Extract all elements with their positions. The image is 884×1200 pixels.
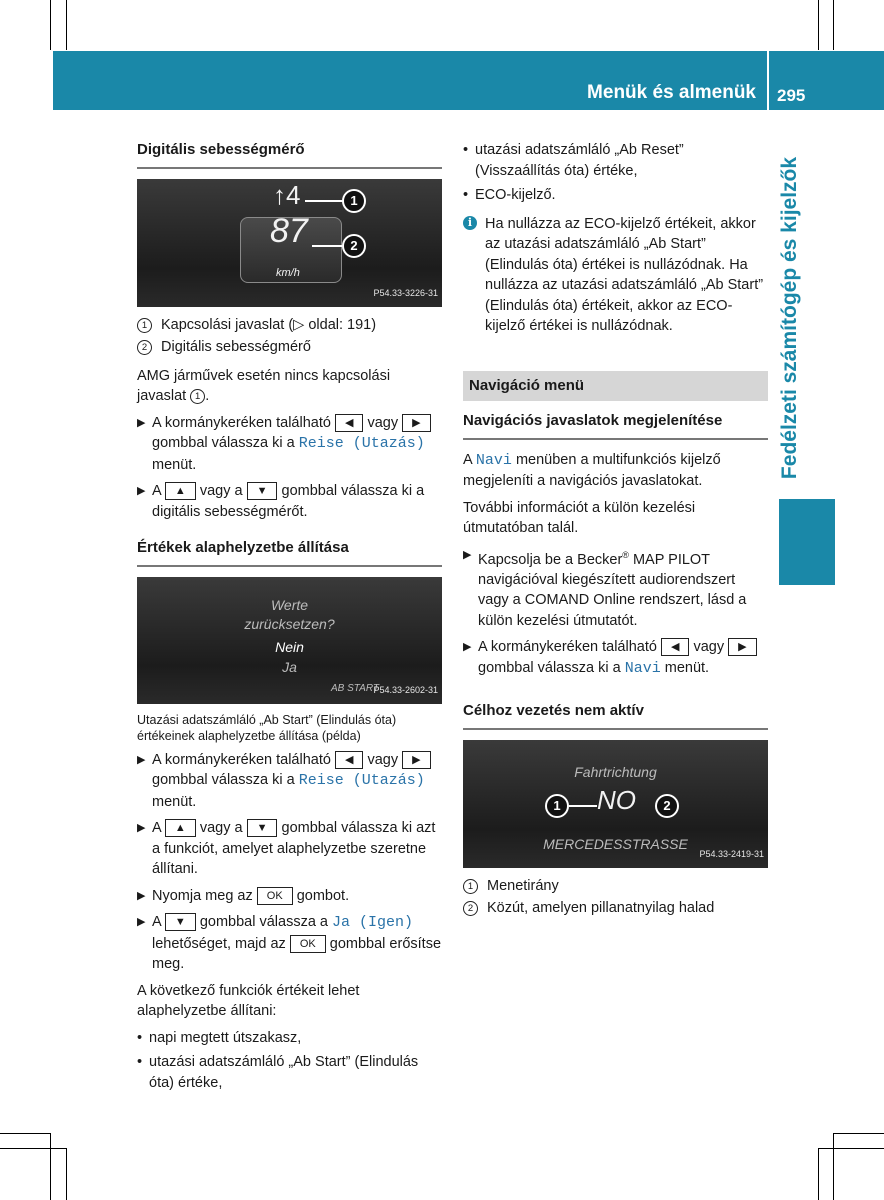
step-text: gombbal válassza ki a digitális sebességmérőt. (152, 483, 425, 520)
page-number: 295 (777, 86, 806, 105)
speed-value: 87 (270, 211, 308, 250)
legend-item (137, 315, 442, 336)
side-tab-marker (779, 499, 835, 585)
display-footer: AB START (331, 682, 379, 694)
list-item-text: utazási adatszámláló „Ab Reset” (Visszaállítás óta) értéke, (475, 142, 684, 179)
crop-mark (0, 1148, 66, 1149)
step-arrow-icon: ▶ (463, 641, 472, 654)
display-text: zurücksetzen? (244, 615, 335, 632)
step-text: gombot. (296, 887, 350, 904)
step-text: gombbal erősítse meg. (152, 935, 442, 972)
callout-line (312, 245, 342, 247)
callout-number: 1 (190, 389, 205, 404)
section-heading: Értékek alaphelyzetbe állítása (137, 538, 442, 567)
step-arrow-icon: ▶ (137, 889, 146, 902)
list-item (463, 140, 768, 181)
direction-figure (463, 740, 768, 868)
figure-code: P54.33-2602-31 (373, 685, 438, 695)
callout-line (305, 200, 343, 202)
step-arrow-icon: ▶ (137, 916, 146, 928)
step-text: vagy a (199, 820, 243, 836)
ok-key: OK (257, 887, 293, 905)
legend-item (137, 337, 442, 358)
left-column (137, 140, 442, 1097)
callout-2: 2 (655, 794, 679, 818)
instruction-step (137, 912, 442, 975)
instruction-step (137, 886, 442, 907)
step-text: vagy (367, 414, 399, 431)
callout-number: 1 (463, 879, 478, 894)
legend-text: Digitális sebességmérő (161, 339, 311, 355)
bullet-icon: • (463, 187, 469, 203)
step-text: A (152, 483, 161, 499)
crop-mark (0, 1133, 50, 1134)
speedometer-figure (137, 179, 442, 307)
callout-number: 1 (137, 318, 152, 333)
menu-name: Reise (Utazás) (298, 435, 425, 452)
display-text: Fahrtrichtung (574, 763, 657, 780)
legend-item (463, 876, 768, 897)
legend-text: Menetirány (487, 877, 559, 894)
reset-figure (137, 577, 442, 704)
bullet-icon: • (137, 1054, 143, 1070)
step-text: gombbal válassza ki azt a funkciót, amelyet alaphelyzetbe szeretne állítani. (152, 820, 436, 877)
crop-mark (50, 1133, 51, 1200)
display-text: Ja (282, 658, 297, 675)
paragraph-text: AMG járművek esetén nincs kapcsolási javaslat (137, 367, 391, 404)
list-item (137, 1028, 442, 1049)
paragraph-text: A (463, 451, 472, 468)
step-text: menüt. (152, 793, 197, 810)
crop-mark (818, 1148, 884, 1149)
direction-value: NO (597, 784, 636, 815)
step-text: vagy a (199, 483, 243, 499)
paragraph: További információt a külön kezelési útmutatóban talál. (463, 499, 696, 536)
callout-2: 2 (342, 234, 366, 258)
info-note (463, 214, 768, 337)
crop-mark (833, 1133, 834, 1200)
paragraph (463, 450, 768, 492)
instruction-step (137, 481, 442, 522)
menu-name: Navi (475, 451, 512, 469)
section-box-heading: Navigáció menü (463, 371, 768, 402)
crop-mark (833, 0, 834, 50)
legend-item (463, 898, 768, 919)
step-text: lehetőséget, majd az (152, 935, 286, 952)
paragraph: AMG járművek esetén nincs kapcsolási javaslat 1 . (137, 367, 391, 404)
figure-caption: Utazási adatszámláló „Ab Start” (Elindulás óta) értékeinek alaphelyzetbe állítása (példa) (137, 712, 397, 743)
down-key: ▼ (247, 482, 278, 500)
right-column (463, 140, 768, 921)
chapter-title: Menük és almenük (587, 82, 756, 103)
list-item-text: utazási adatszámláló „Ab Start” (Elindulás óta) értéke, (149, 1054, 419, 1091)
step-arrow-icon: ▶ (137, 753, 146, 766)
figure-code: P54.33-2419-31 (699, 849, 764, 860)
ok-key: OK (290, 935, 326, 953)
step-text: gombbal válassza ki a (478, 659, 621, 676)
callout-1: 1 (545, 794, 569, 818)
crop-mark (66, 1148, 67, 1200)
crop-mark (818, 1148, 819, 1200)
speed-unit: km/h (276, 266, 300, 279)
step-text: gombbal válassza ki a (152, 772, 295, 788)
step-text: A kormánykeréken található (478, 639, 657, 656)
instruction-step (463, 545, 768, 632)
callout-number: 2 (137, 340, 152, 355)
figure-code: P54.33-3226-31 (373, 288, 438, 298)
up-key: ▲ (165, 819, 196, 837)
right-key: ▶ (402, 751, 430, 769)
crop-mark (818, 0, 819, 50)
instruction-step (463, 637, 768, 679)
right-key: ▶ (402, 414, 430, 432)
instruction-step (137, 818, 442, 880)
side-tab-label: Fedélzeti számítógép és kijelzők (778, 156, 801, 480)
menu-option: Ja (Igen) (332, 914, 414, 931)
crop-mark (50, 0, 51, 50)
step-text: A (152, 820, 161, 836)
step-text: Kapcsolja be a Becker (478, 551, 623, 568)
crop-mark (833, 1133, 884, 1134)
step-text: A (152, 914, 161, 930)
step-text: Nyomja meg az (152, 887, 253, 904)
step-text: gombbal válassza a (199, 914, 328, 930)
crop-mark (66, 0, 67, 50)
step-text: menüt. (152, 456, 197, 473)
up-key: ▲ (165, 482, 196, 500)
step-arrow-icon: ▶ (137, 822, 146, 834)
list-item (137, 1052, 442, 1093)
left-key: ◀ (335, 414, 363, 432)
legend-text: Kapcsolási javaslat (▷ oldal: 191) (161, 316, 377, 333)
section-heading: Navigációs javaslatok megjelenítése (463, 411, 768, 440)
bullet-icon: • (463, 142, 469, 158)
step-text: MAP PILOT navigációval kiegészített audiorendszert vagy a COMAND Online rendszert, lásd a külön kezelési útmutatót. (478, 551, 747, 629)
callout-number: 2 (463, 901, 478, 916)
step-text: gombbal válassza ki a (152, 435, 295, 451)
section-heading: Célhoz vezetés nem aktív (463, 701, 768, 730)
down-key: ▼ (247, 819, 278, 837)
down-key: ▼ (165, 913, 196, 931)
bullet-icon: • (137, 1029, 143, 1046)
list-item-text: napi megtett útszakasz, (149, 1029, 302, 1046)
left-key: ◀ (661, 638, 689, 656)
menu-name: Reise (Utazás) (298, 772, 425, 789)
legend-text: Közút, amelyen pillanatnyilag halad (487, 900, 715, 917)
display-text: Nein (275, 638, 304, 655)
header-divider (767, 51, 769, 110)
info-text: Ha nullázza az ECO-kijelző értékeit, akkor az utazási adatszámláló „Ab Start” (Elindulás óta) értékei is nullázódnak. Ha nullázza az utazási adatszámláló „Ab Start” (Elindulás óta) értékeit, akkor az ECO-kijelző értékei is nullázódnak. (485, 215, 764, 334)
paragraph: A következő funkciók értékeit lehet alaphelyzetbe állítani: (137, 982, 360, 1019)
step-text: menüt. (664, 659, 710, 676)
left-key: ◀ (335, 751, 363, 769)
step-text: A kormánykeréken található (152, 414, 331, 431)
step-text: vagy (367, 751, 399, 768)
step-text: A kormánykeréken található (152, 751, 331, 768)
paragraph-text: menüben a multifunkciós kijelző megjeleníti a navigációs javaslatokat. (463, 451, 721, 489)
step-arrow-icon: ▶ (137, 416, 146, 429)
instruction-step (137, 413, 442, 476)
right-key: ▶ (728, 638, 756, 656)
step-arrow-icon: ▶ (137, 485, 146, 497)
display-text: Werte (270, 596, 309, 613)
step-arrow-icon: ▶ (463, 548, 472, 561)
header-bar (53, 51, 884, 110)
callout-1: 1 (342, 189, 366, 213)
street-name: MERCEDESSTRASSE (543, 835, 688, 852)
list-item-text: ECO-kijelző. (475, 187, 556, 203)
step-text: vagy (693, 639, 725, 656)
menu-name: Navi (624, 659, 661, 677)
instruction-step (137, 750, 442, 813)
info-icon: i (463, 216, 477, 230)
list-item (463, 185, 768, 206)
registered-mark: ® (622, 549, 629, 560)
gear-indicator: ↑4 (273, 179, 301, 210)
callout-line (569, 805, 597, 807)
section-heading: Digitális sebességmérő (137, 140, 442, 169)
